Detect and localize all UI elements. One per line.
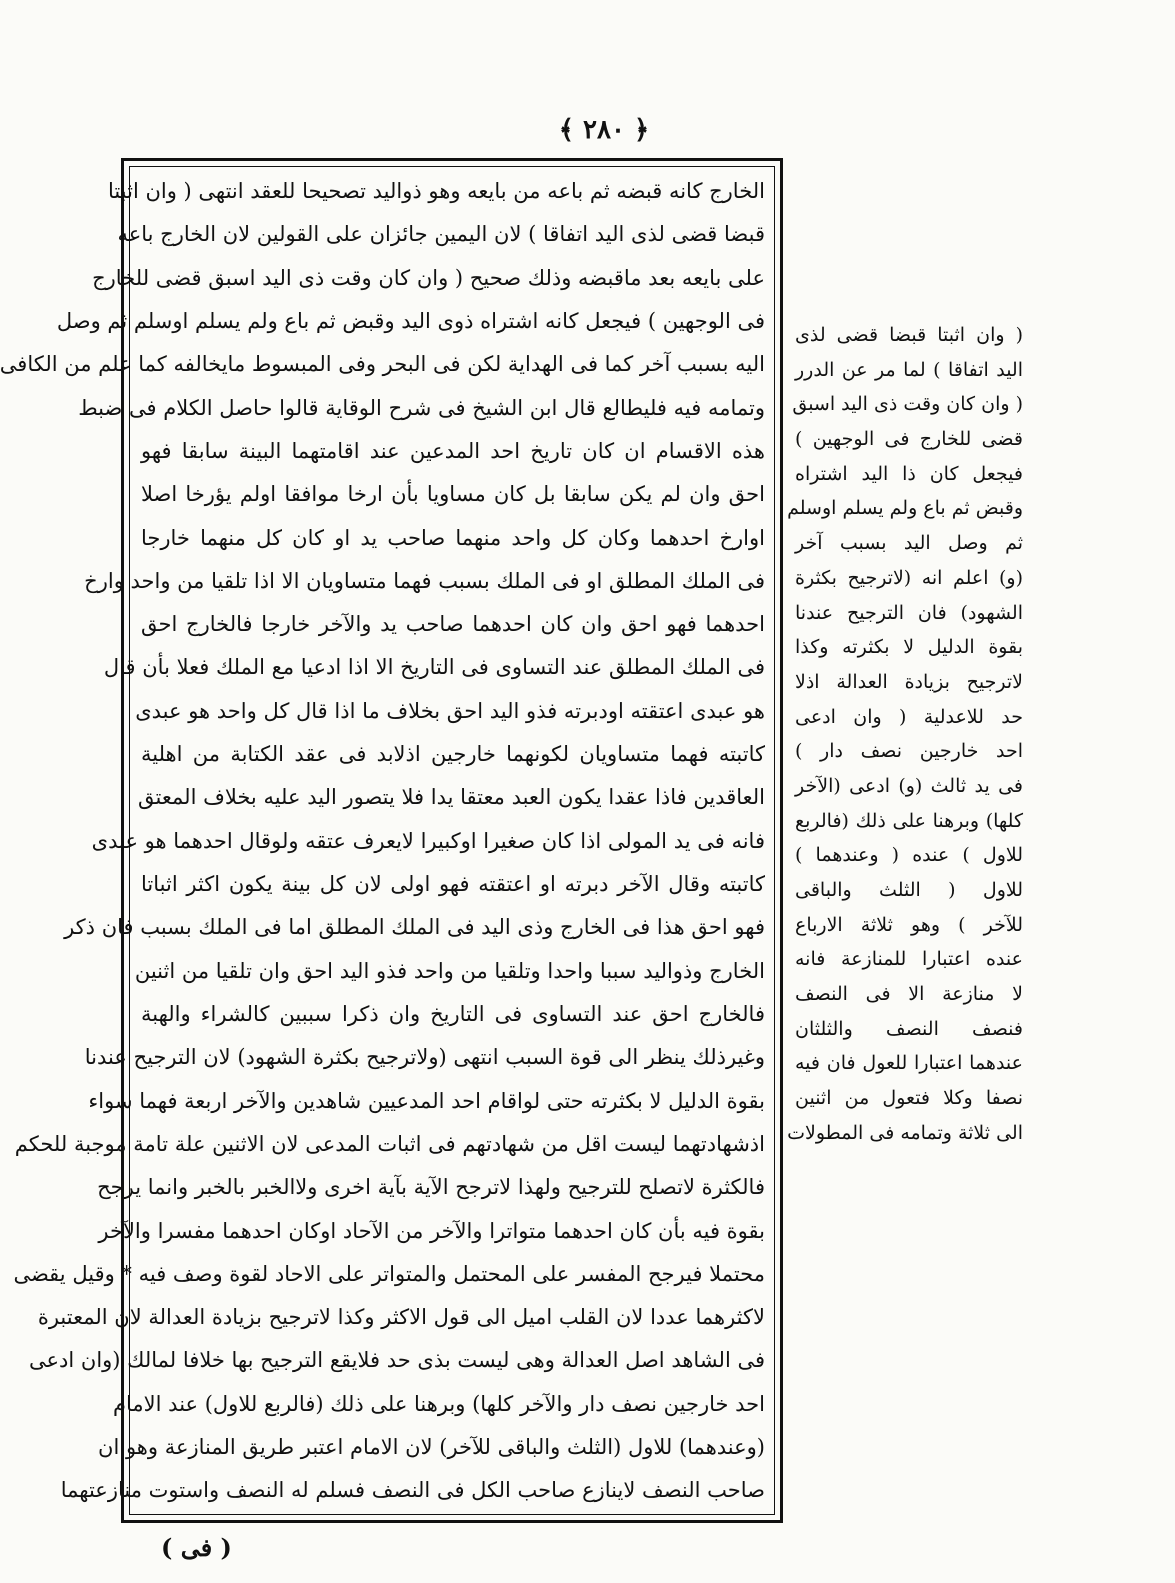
main-text-line: لاكثرهما عددا لان القلب اميل الى قول الاكثر وكذا لاترجيح بزيادة العدالة لان المعتبرة [37, 1305, 765, 1330]
main-text-line: فهو احق هذا فى الخارج وذى اليد فى الملك المطلق اما فى الملك بسبب فان ذكر [64, 915, 765, 940]
margin-note-line: الشهود) فان الترجيح عندنا [795, 601, 1023, 624]
main-text-line: هذه الاقسام ان كان تاريخ احد المدعين عند اقامتهما البينة سابقا فهو [141, 438, 765, 463]
main-text-line: محتملا فيرجح المفسر على المحتمل والمتواتر على الاحاد لقوة وصف فيه * وقيل يقضى [13, 1261, 765, 1286]
main-text-line: هو عبدى اعتقته اودبرته فذو اليد احق بخلاف ما اذا قال كل واحد هو عبدى [135, 698, 765, 723]
margin-note-line: للآخر ) وهو ثلاثة الارباع [795, 913, 1023, 936]
main-text-line: صاحب النصف لاينازع صاحب الكل فى النصف فسلم له النصف واستوت منازعتهما [60, 1478, 765, 1503]
main-text-line: فى الشاهد اصل العدالة وهى ليست بذى حد فلايقع الترجيح بها خلافا لمالك (وان ادعى [29, 1348, 765, 1373]
main-text-line: فالخارج احق عند التساوى فى التاريخ وان ذكرا سببين كالشراء والهبة [141, 1001, 765, 1026]
main-text-line: قبضا قضى لذى اليد اتفاقا ) لان اليمين جائزان على القولين لان الخارج باعه [117, 222, 765, 247]
margin-note-line: ثم وصل اليد بسبب آخر [795, 532, 1023, 555]
main-text-line: كاتبته وقال الآخر دبرته او اعتقته فهو اولى لان كل بينة يكون اكثر اثباتا [141, 872, 765, 896]
main-text-line: على بايعه بعد ماقبضه وذلك صحيح ( وان كان وقت ذى اليد اسبق قضى للخارج [92, 265, 765, 290]
margin-note-line: احد خارجين نصف دار ) [795, 740, 1023, 763]
margin-note-line: للاول ) عنده ( وعندهما ) [795, 844, 1023, 867]
catchword: ( فى ) [161, 1533, 232, 1562]
main-text-line: فى الملك المطلق عند التساوى فى التاريخ الا اذا ادعيا مع الملك فعلا بأن قال [103, 655, 765, 680]
margin-note-line: وقبض ثم باع ولم يسلم اوسلم [787, 497, 1023, 520]
margin-note-line: للاول ( الثلث والباقى [795, 879, 1023, 901]
main-text-line: وغيرذلك ينظر الى قوة السبب انتهى (ولاترجيح بكثرة الشهود) لان الترجيح عندنا [84, 1045, 765, 1070]
margin-note-line: ( وان كان وقت ذى اليد اسبق [792, 393, 1023, 416]
main-text-line: بقوة فيه بأن كان احدهما متواترا والآخر من الآحاد اوكان احدهما مفسرا والآخر [98, 1218, 765, 1243]
main-text-line: العاقدين فاذا عقدا يكون العبد معتقا يدا فلا يتصور اليد عليه بخلاف المعتق [138, 785, 765, 810]
margin-note-line: الى ثلاثة وتمامه فى المطولات [787, 1121, 1023, 1144]
margin-note-line: قضى للخارج فى الوجهين ) [795, 428, 1023, 451]
main-text-line: فى الملك المطلق او فى الملك بسبب فهما متساويان الا اذا تلقيا من واحد وارخ [84, 568, 765, 593]
margin-note-line: لاترجيح بزيادة العدالة اذلا [795, 670, 1023, 693]
main-text-block [0, 170, 765, 1519]
margin-note-line: عندهما اعتبارا للعول فان فيه [795, 1052, 1023, 1075]
main-text-line: الخارج كانه قبضه ثم باعه من بايعه وهو ذواليد تصحيحا للعقد انتهى ( وان اثبتا [108, 179, 765, 203]
page-number: ﴿ ٢٨٠ ﴾ [558, 115, 650, 145]
margin-note-line: حد للاعدلية ( وان ادعى [795, 705, 1023, 728]
margin-note-line: نصفا وكلا فتعول من اثنين [795, 1087, 1023, 1110]
margin-note-line: فيجعل كان ذا اليد اشتراه [795, 462, 1023, 485]
main-text-line: كاتبته فهما متساويان لكونهما خارجين اذلابد فى عقد الكتابة من اهلية [141, 742, 765, 767]
margin-note-line: فى يد ثالث (و) ادعى (الآخر [795, 774, 1023, 797]
main-text-line: احق وان لم يكن سابقا بل كان مساويا بأن ارخا موافقا اولم يؤرخا اصلا [141, 482, 765, 507]
main-text-line: احدهما فهو احق وان كان احدهما صاحب يد والآخر خارجا فالخارج احق [141, 612, 765, 637]
margin-note-line: بقوة الدليل لا بكثرته وكذا [795, 636, 1023, 659]
main-text-line: فانه فى يد المولى اذا كان صغيرا اوكبيرا لايعرف عتقه ولوقال احدهما هو عبدى [91, 828, 765, 853]
margin-note-line: اليد اتفاقا ) لما مر عن الدرر [795, 358, 1023, 381]
main-text-line: الخارج وذواليد سببا واحدا وتلقيا من واحد فذو اليد احق وان تلقيا من اثنين [134, 958, 765, 983]
margin-note-line: فنصف النصف والثلثان [795, 1017, 1023, 1040]
main-text-line: اذشهادتهما ليست اقل من شهادتهم فى اثبات المدعى لان الاثنين علة تامة موجبة للحكم [14, 1131, 765, 1156]
main-text-line: وتمامه فيه فليطالع قال ابن الشيخ فى شرح الوقاية قالوا حاصل الكلام فى ضبط [78, 395, 765, 420]
margin-note-line: (و) اعلم انه (لاترجيح بكثرة [795, 566, 1023, 589]
main-text-line: فى الوجهين ) فيجعل كانه اشتراه ذوى اليد وقبض ثم باع ولم يسلم اوسلم ثم وصل [56, 308, 765, 333]
main-text-line: اوارخ احدهما وكان كل واحد منهما صاحب يد او كان كل منهما خارجا [141, 525, 765, 550]
margin-note-line: كلها) وبرهنا على ذلك (فالربع [795, 809, 1023, 832]
margin-note-line: لا منازعة الا فى النصف [795, 983, 1023, 1006]
main-text-line: اليه بسبب آخر كما فى الهداية لكن فى البحر وفى المبسوط مايخالفه كما علم من الكافى [0, 352, 765, 377]
margin-commentary [787, 318, 1023, 1151]
main-text-line: بقوة الدليل لا بكثرته حتى لواقام احد المدعيين شاهدين والآخر اربعة فهما سواء [88, 1088, 765, 1113]
main-text-line: فالكثرة لاتصلح للترجيح ولهذا لاترجح الآية بآية اخرى ولاالخبر بالخبر وانما يرجح [97, 1175, 765, 1200]
main-text-line: احد خارجين نصف دار والآخر كلها) وبرهنا على ذلك (فالربع للاول) عند الامام [113, 1391, 765, 1416]
margin-note-line: عنده اعتبارا للمنازعة فانه [795, 948, 1023, 971]
margin-note-line: ( وان اثبتا قبضا قضى لذى [795, 324, 1023, 346]
main-text-line: (وعندهما) للاول (الثلث والباقى للآخر) لان الامام اعتبر طريق المنازعة وهو ان [98, 1435, 765, 1460]
